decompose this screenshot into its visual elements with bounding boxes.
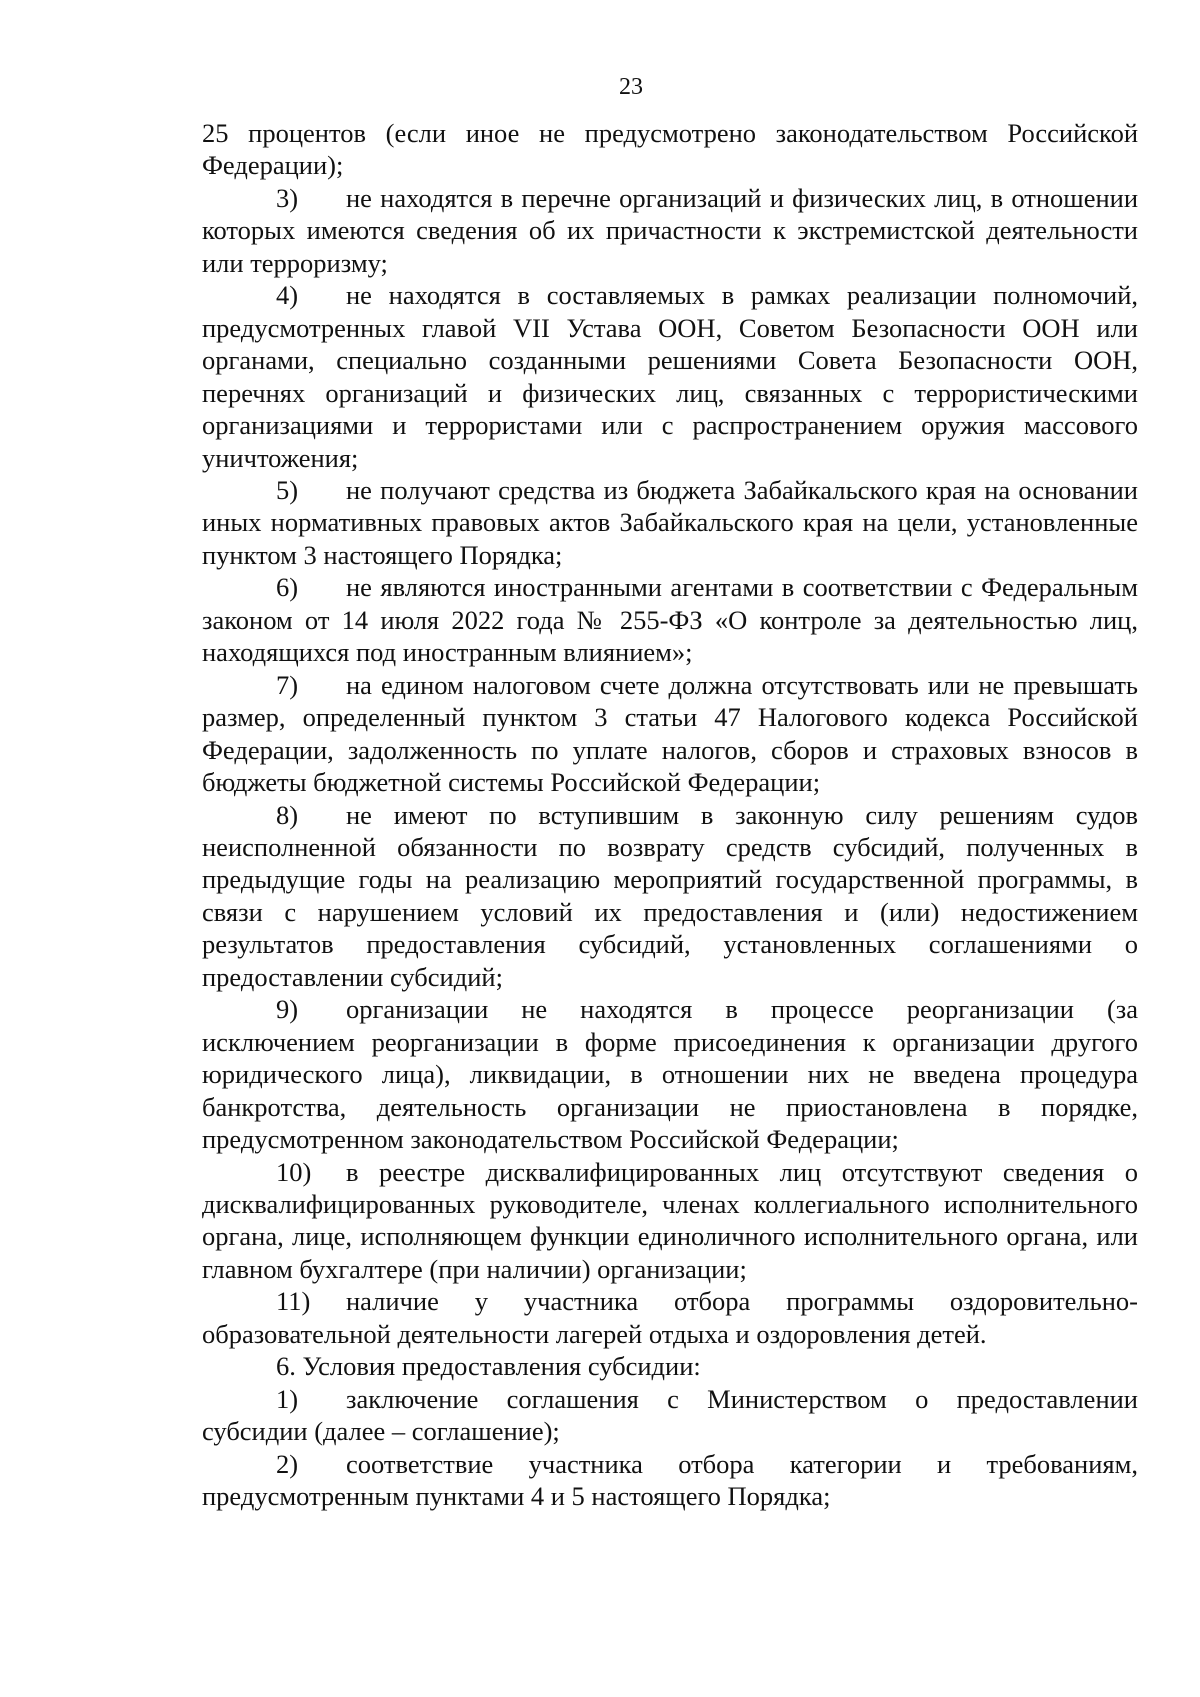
paragraph-text: не находятся в перечне организаций и физических лиц, в отношении которых имеются сведения об их причастности к экстремистской деятельности или терроризму;: [202, 182, 1138, 278]
paragraph-text: не являются иностранными агентами в соответствии с Федеральным законом от 14 июля 2022 года № 255-ФЗ «О контроле за деятельностью лиц, находящихся под иностранным влиянием»;: [202, 572, 1138, 668]
item-number: 3): [276, 182, 299, 213]
item-number: 11): [276, 1286, 311, 1317]
paragraph-text: наличие у участника отбора программы оздоровительно-образовательной деятельности лагерей отдыха и оздоровления детей.: [202, 1286, 1138, 1349]
paragraph-text: в реестре дисквалифицированных лиц отсутствуют сведения о дисквалифицированных руководителе, членах коллегиального исполнительного органа, лице, исполняющем функции единоличного исполнительного органа, или главном бухгалтере (при наличии) организации;: [202, 1156, 1138, 1284]
item-number: 9): [276, 994, 299, 1025]
list-item-6: [202, 571, 1138, 668]
item-number: 7): [276, 669, 299, 700]
list-item-11: [202, 1285, 1138, 1350]
condition-item-2: [202, 1448, 1138, 1513]
list-item-7: [202, 669, 1138, 799]
item-number: 2): [276, 1448, 299, 1479]
paragraph-text: заключение соглашения с Министерством о предоставлении субсидии (далее – соглашение);: [202, 1383, 1138, 1447]
item-number: 10): [276, 1156, 312, 1187]
item-number: 6): [276, 572, 299, 603]
document-body: [202, 117, 1138, 1512]
page-number: 23: [619, 74, 643, 100]
condition-item-1: [202, 1383, 1138, 1448]
item-number: 5): [276, 474, 299, 505]
paragraph-text: соответствие участника отбора категории и требованиям, предусмотренным пунктами 4 и 5 настоящего Порядка;: [202, 1448, 1138, 1512]
paragraph-continuation: [202, 117, 1138, 182]
section-heading-6: [202, 1350, 1138, 1382]
list-item-10: [202, 1156, 1138, 1286]
paragraph-text: 25 процентов (если иное не предусмотрено законодательством Российской Федерации);: [202, 118, 1138, 181]
list-item-4: [202, 279, 1138, 474]
paragraph-text: не имеют по вступившим в законную силу решениям судов неисполненной обязанности по возврату средств субсидий, полученных в предыдущие годы на реализацию мероприятий государственной программы, в связи с нарушением условий их предоставления и (или) недостижением результатов предоставления субсидий, установленных соглашениями о предоставлении субсидий;: [202, 799, 1138, 992]
item-number: 8): [276, 799, 299, 830]
paragraph-text: организации не находятся в процессе реорганизации (за исключением реорганизации в форме присоединения к организации другого юридического лица), ликвидации, в отношении них не введена процедура банкротства, деятельность организации не приостановлена в порядке, предусмотренном законодательством Российской Федерации;: [202, 994, 1138, 1155]
paragraph-text: на едином налоговом счете должна отсутствовать или не превышать размер, определенный пунктом 3 статьи 47 Налогового кодекса Российской Федерации, задолженность по уплате налогов, сборов и страховых взносов в бюджеты бюджетной системы Российской Федерации;: [202, 669, 1138, 798]
paragraph-text: не получают средства из бюджета Забайкальского края на основании иных нормативных правовых актов Забайкальского края на цели, установленные пунктом 3 настоящего Порядка;: [202, 474, 1138, 570]
list-item-5: [202, 474, 1138, 571]
paragraph-text: не находятся в составляемых в рамках реализации полномочий, предусмотренных главой VII Устава ООН, Советом Безопасности ООН или органами, специально созданными решениями Совета Безопасности ООН, перечнях организаций и физических лиц, связанных с террористическими организациями и террористами или с распространением оружия массового уничтожения;: [202, 280, 1138, 473]
list-item-9: [202, 993, 1138, 1155]
item-number: 1): [276, 1383, 299, 1414]
list-item-8: [202, 799, 1138, 994]
list-item-3: [202, 182, 1138, 279]
paragraph-text: 6. Условия предоставления субсидии:: [276, 1351, 701, 1382]
item-number: 4): [276, 280, 299, 311]
